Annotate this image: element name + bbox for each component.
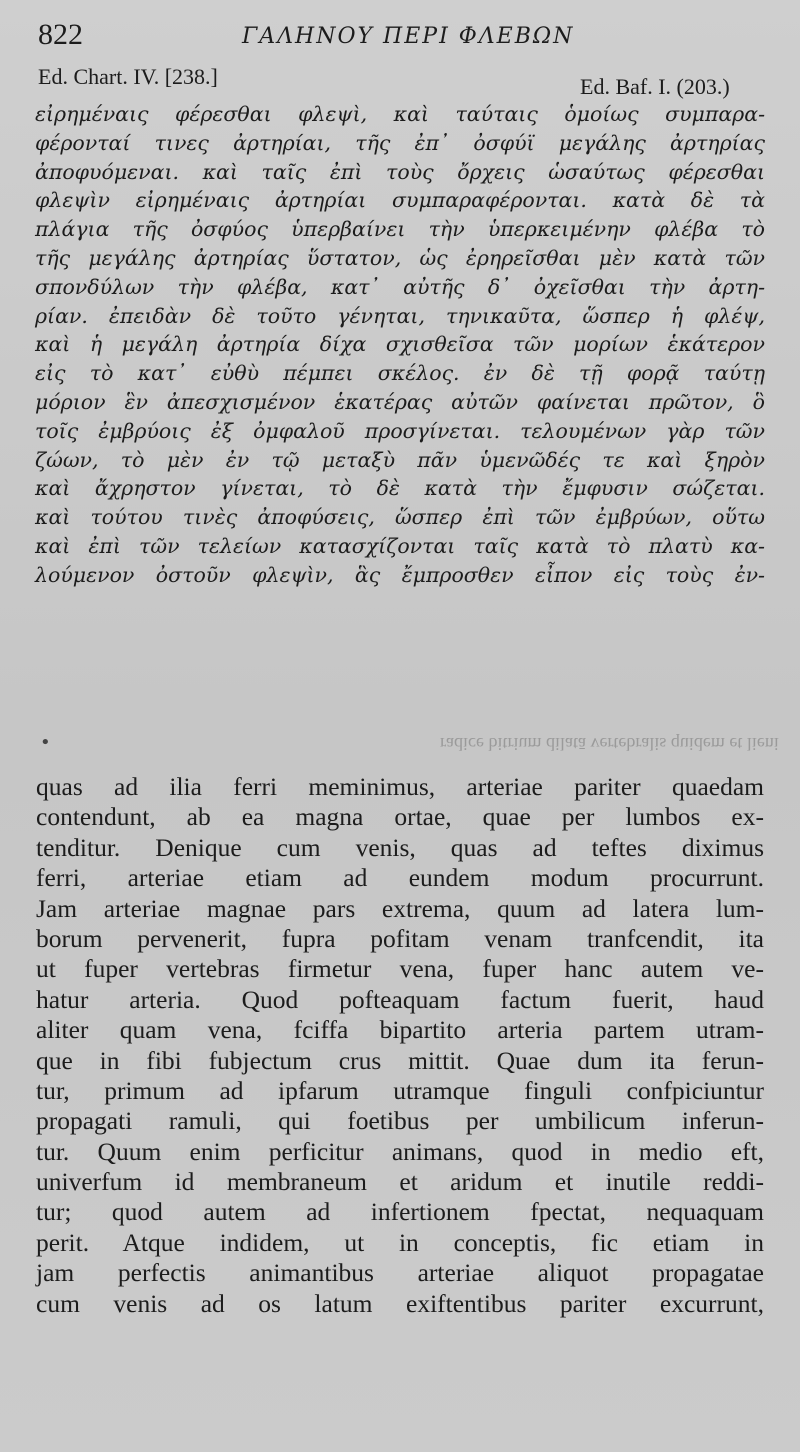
latin-text-line: hatur arteria. Quod pofteaquam factum fuerit, haud — [36, 984, 764, 1014]
greek-text-line: εἰς τὸ κατ᾽ εὐθὺ πέμπει σκέλος. ἐν δὲ τῇ φορᾷ ταύτῃ — [35, 361, 765, 386]
greek-text-line: μόριον ἓν ἀπεσχισμένον ἑκατέρας αὐτῶν φαίνεται πρῶτον, ὃ — [35, 389, 765, 414]
greek-text-line: ζώων, τὸ μὲν ἐν τῷ μεταξὺ πᾶν ὑμενῶδές τε καὶ ξηρὸν — [35, 447, 765, 472]
latin-text-line: tur. Quum enim perficitur animans, quod in medio eft, — [36, 1136, 764, 1166]
greek-text-line: ἀποφυόμεναι. καὶ ταῖς ἐπὶ τοὺς ὄρχεις ὡσαύτως φέρεσθαι — [35, 159, 765, 184]
latin-text-line: quas ad ilia ferri meminimus, arteriae pariter quaedam — [36, 772, 764, 801]
page-number: 822 — [38, 18, 83, 51]
greek-text-line: πλάγια τῆς ὀσφύος ὑπερβαίνει τὴν ὑπερκειμένην φλέβα τὸ — [35, 217, 765, 242]
latin-text-block — [36, 772, 764, 1319]
latin-text-line: aliter quam vena, fciffa bipartito arteria partem utram- — [36, 1015, 764, 1045]
greek-text-line: καὶ ἡ μεγάλη ἀρτηρία δίχα σχισθεῖσα τῶν μορίων ἑκάτερον — [35, 332, 765, 357]
latin-text-line: cum venis ad os latum exiftentibus pariter excurrunt, — [36, 1288, 764, 1318]
greek-text-line: φέρονταί τινες ἀρτηρίαι, τῆς ἐπ᾽ ὀσφύϊ μεγάλης ἀρτηρίας — [35, 130, 765, 155]
latin-text-line: ferri, arteriae etiam ad eundem modum procurrunt. — [36, 863, 764, 893]
greek-text-line: εἰρημέναις φέρεσθαι φλεψὶ, καὶ ταύταις ὁμοίως συμπαρα- — [35, 102, 765, 126]
greek-text-line: καὶ ἐπὶ τῶν τελείων κατασχίζονται ταῖς κατὰ τὸ πλατὺ κα- — [35, 533, 765, 558]
greek-text-line: τῆς μεγάλης ἀρτηρίας ὕστατον, ὡς ἐρηρεῖσθαι μὲν κατὰ τῶν — [35, 245, 765, 270]
latin-text-line: propagati ramuli, qui foetibus per umbilicum inferun- — [36, 1106, 764, 1136]
page-header — [38, 16, 798, 56]
latin-text-line: univerfum id membraneum et aridum et inutile reddi- — [36, 1167, 764, 1197]
footnote-dot: • — [40, 732, 51, 753]
latin-text-line: perit. Atque indidem, ut in conceptis, fic etiam in — [36, 1227, 764, 1257]
greek-text-line: τοῖς ἐμβρύοις ἐξ ὀμφαλοῦ προσγίνεται. τελουμένων γὰρ τῶν — [35, 418, 765, 443]
edition-reference-right: Ed. Baf. I. (203.) — [580, 74, 730, 99]
greek-text-line: καὶ ἄχρηστον γίνεται, τὸ δὲ κατὰ τὴν ἔμφυσιν σώζεται. — [35, 476, 765, 501]
latin-text-line: Jam arteriae magnae pars extrema, quum ad latera lum- — [36, 893, 764, 923]
running-title: ΓΑΛΗΝΟΥ ΠΕΡΙ ΦΛΕΒΩΝ — [242, 24, 575, 49]
latin-text-line: contendunt, ab ea magna ortae, quae per lumbos ex- — [36, 802, 764, 832]
greek-text-line: σπονδύλων τὴν φλέβα, κατ᾽ αὐτῆς δ᾽ ὀχεῖσθαι τὴν ἀρτη- — [35, 274, 765, 299]
greek-text-line: ρίαν. ἐπειδὰν δὲ τοῦτο γένηται, τηνικαῦτα, ὥσπερ ἡ φλέψ, — [35, 303, 765, 328]
greek-text-line: φλεψὶν εἰρημέναις ἀρτηρίαι συμπαραφέρονται. κατὰ δὲ τὰ — [35, 188, 765, 213]
latin-text-line: borum pervenerit, fupra pofitam venam tranfcendit, ita — [36, 923, 764, 953]
latin-text-line: tenditur. Denique cum venis, quas ad teftes diximus — [36, 832, 764, 862]
edition-reference-left: Ed. Chart. IV. [238.] — [38, 64, 218, 89]
latin-text-line: ut fuper vertebras firmetur vena, fuper hanc autem ve- — [36, 954, 764, 984]
latin-text-line: que in fibi fubjectum crus mittit. Quae dum ita ferun- — [36, 1045, 764, 1075]
latin-text-line: tur, primum ad ipfarum utramque finguli confpiciuntur — [36, 1075, 764, 1105]
bleed-through-text: radice bitrium dilatā vertebralis quidem et lieni — [440, 734, 779, 754]
greek-text-block — [35, 100, 765, 590]
greek-text-line: καὶ τούτου τινὲς ἀποφύσεις, ὥσπερ ἐπὶ τῶν ἐμβρύων, οὕτω — [35, 505, 765, 530]
latin-text-line: jam perfectis animantibus arteriae aliquot propagatae — [36, 1258, 764, 1288]
latin-text-line: tur; quod autem ad infertionem fpectat, nequaquam — [36, 1197, 764, 1227]
greek-text-line: λούμενον ὀστοῦν φλεψὶν, ἃς ἔμπροσθεν εἶπον εἰς τοὺς ἐν- — [35, 562, 765, 587]
